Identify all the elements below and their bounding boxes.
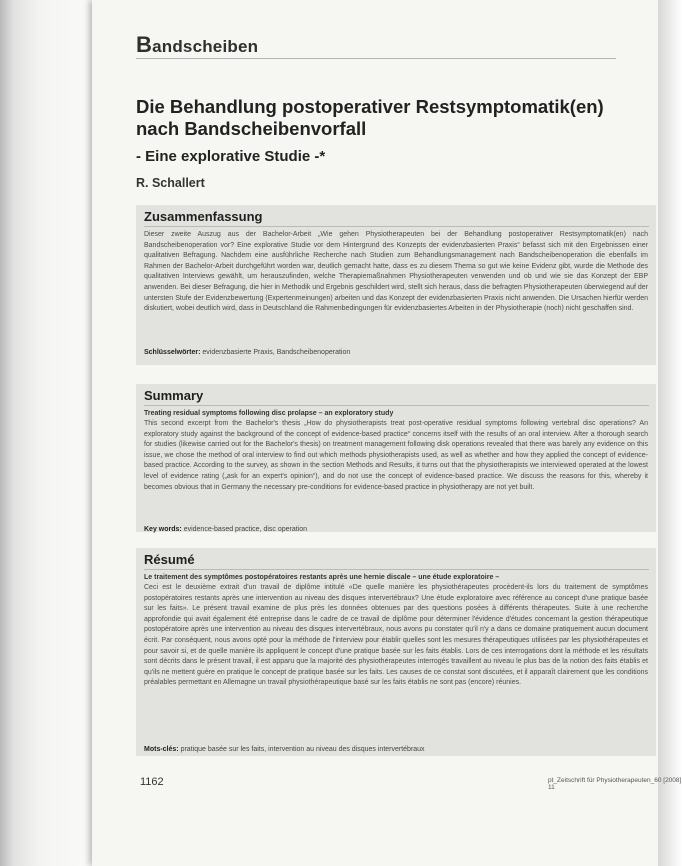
section-rest: andscheiben xyxy=(152,37,259,56)
abstract-english-box xyxy=(136,384,656,532)
abstract-german-heading: Zusammenfassung xyxy=(144,209,649,227)
abstract-french-subheading: Le traitement des symptômes postopératoires restants après une hernie discale – une étude exploratoire – xyxy=(144,574,500,581)
section-header xyxy=(136,32,258,58)
page-number: 1162 xyxy=(140,776,164,788)
header-rule xyxy=(136,58,616,59)
abstract-german-keywords xyxy=(144,348,656,358)
abstract-french-body: Ceci est le deuxième extrait d'un travail de diplôme intitulé «De quelle manière les physiothérapeutes procèdent-ils lors du traitement de symptômes postopératoires restants après une intervention au niveau des disques intervertébraux? Une étude exploratoire avec référence au concept d'une pratique basée sur les faits». Le présent travail examine de plus près les données obtenues par des questions posées à différents thérapeutes. Suite à une recherche approfondie qui avait également été entreprise dans le cadre de ce travail de diplôme pour déterminer l'évidence d'études concernant la gestion thérapeutique postopératoire après une intervention au niveau des disques intervertébraux, nous avons pu constater qu'il n'y a dans ce domaine pratiquement aucun document écrit. Par conséquent, nous avons opté pour la méthode de l'interview pour établir quelles sont les mesures thérapeutiques utilisées par les physiothérapeutes et pour savoir si, et de quelle manière ils appliquent le concept d'une pratique basée sur les faits établis. Lors de ces interrogations dont la méthode et les résultats sont décrits dans le présent travail, il est apparu que la majorité des physiothérapeutes interrogés travaillent au niveau le plus bas de la notion des faits établis et qu'ils ne mettent guère en pratique le concept de pratique basée sur les faits. Les causes de ce constat sont discutées, et il apparaît clairement que les conditions préalables permettant en Allemagne un travail physiothérapeutique basé sur les faits établis ne sont pas (encore) réunies. xyxy=(144,584,648,687)
keywords-label: Schlüsselwörter: xyxy=(144,349,201,356)
keywords-label: Key words: xyxy=(144,526,182,533)
article-author: R. Schallert xyxy=(136,176,205,190)
article-subtitle: - Eine explorative Studie -* xyxy=(136,148,326,165)
abstract-english-subheading: Treating residual symptoms following disc prolapse – an exploratory study xyxy=(144,410,394,417)
abstract-german-body: Dieser zweite Auszug aus der Bachelor-Arbeit „Wie gehen Physiotherapeuten bei der Behandlung postoperativer Restsymptomatik(en) nach Bandscheibenoperation vor? Eine explorative Studie vor dem Hintergrund des Konzepts der evidenzbasierten Praxis“ befasst sich mit den Ergebnissen einer qualitativen Befragung. Nachdem eine ausführliche Recherche nach Studien zum Behandlungsmanagement nach Bandscheibenoperation die ebenfalls im Rahmen der Bachelor-Arbeit durchgeführt worden war, deutlich gemacht hatte, dass es zu diesem Thema so gut wie keine Evidenz gibt, wurde die Methode des qualitativen Interviews gewählt, um herauszufinden, welche Therapiemaßnahmen Physiotherapeuten verwenden und ob und wie sie das Konzept der EBP anwenden. Bei dieser Befragung, die hier in Methodik und Ergebnis geschildert wird, stellt sich heraus, dass die befragten Physiotherapeuten überwiegend auf der untersten Stufe der Evidenzbewertung (Expertenmeinungen) arbeiten und das Konzept der evidenzbasierten Praxis nicht anwenden. Die Ursachen hierfür werden diskutiert, wobei deutlich wird, dass in Deutschland die Rahmenbedingungen für evidenzbasiertes Arbeiten in der Physiotherapie (noch) nicht geschaffen sind. xyxy=(144,231,648,313)
keywords-text: pratique basée sur les faits, intervention au niveau des disques intervertébraux xyxy=(180,746,425,753)
abstract-french-heading: Résumé xyxy=(144,552,649,570)
keywords-text: evidenzbasierte Praxis, Bandscheibenoperation xyxy=(202,349,351,356)
keywords-label: Mots-clés: xyxy=(144,746,179,753)
paper-edge xyxy=(658,0,682,866)
journal-reference: pt_Zeitschrift für Physiotherapeuten_60 [2008] 11 xyxy=(548,777,682,791)
abstract-french-keywords xyxy=(144,745,656,755)
article-title: Die Behandlung postoperativer Restsymptomatik(en) nach Bandscheibenvorfall xyxy=(136,96,604,139)
keywords-text: evidence-based practice, disc operation xyxy=(183,526,308,533)
abstract-english-heading: Summary xyxy=(144,388,649,406)
abstract-french-box xyxy=(136,548,656,756)
abstract-german-box xyxy=(136,205,656,365)
section-initial: B xyxy=(136,32,153,57)
abstract-english-body: This second excerpt from the Bachelor's thesis „How do physiotherapists treat post-operative residual symptoms following vertebral disc operations? An exploratory study against the background of the concept of evidence-based practice“ concerns itself with the results of an oral interview. After a thorough search for studies (likewise carried out for the Bachelor's thesis) on treatment management following disk operations revealed that there was barely any evidence on this issue, we chose the method of oral interview to find out which methods physiotherapists used, as well as whether and how they applied the concept of evidence-based practice. According to the survey, as shown in the section Methods and Results, it turns out that the physiotherapists we interviewed operated at the lowest level of evidence rating („ask for an expert's opinion“), and do not use the concept of evidence-based practice. We discuss the reasons for this, whereby it becomes obvious that in Germany the necessary pre-conditions for evidence-based practice in physiotherapy are not yet built. xyxy=(144,420,648,491)
abstract-english-keywords xyxy=(144,525,656,535)
